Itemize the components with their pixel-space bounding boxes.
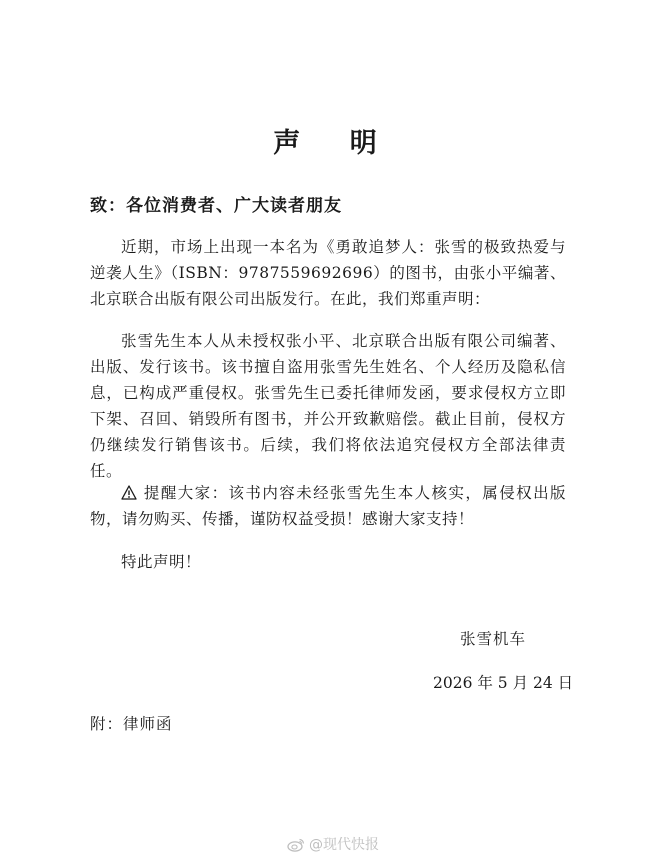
signature-date: 2026 年 5 月 24 日 xyxy=(433,674,574,692)
watermark-text: @现代快报 xyxy=(309,837,379,853)
document-title: 声 明 xyxy=(273,128,397,159)
closing-statement: 特此声明！ xyxy=(121,553,202,571)
reminder-text: 提醒大家：该书内容未经张雪先生本人核实，属侵权出版物，请勿购买、传播，谨防权益受损！感谢大家支持！ xyxy=(90,484,566,528)
attachment-note: 附：律师函 xyxy=(90,715,173,733)
warning-triangle-icon xyxy=(121,485,137,500)
watermark xyxy=(287,834,379,854)
weibo-icon xyxy=(287,837,305,852)
reminder-paragraph xyxy=(90,480,566,532)
paragraph-intro: 近期，市场上出现一本名为《勇敢追梦人：张雪的极致热爱与逆袭人生》（ISBN：9787559692696）的图书，由张小平编著、北京联合出版有限公司出版发行。在此，我们郑重声明： xyxy=(90,238,566,308)
salutation: 致：各位消费者、广大读者朋友 xyxy=(90,196,342,216)
signature: 张雪机车 xyxy=(460,630,527,648)
paragraph-statement: 张雪先生本人从未授权张小平、北京联合出版有限公司编著、出版、发行该书。该书擅自盗用张雪先生姓名、个人经历及隐私信息，已构成严重侵权。张雪先生已委托律师发函，要求侵权方立即下架、召回、销毁所有图书，并公开致歉赔偿。截止目前，侵权方仍继续发行销售该书。后续，我们将依法追究侵权方全部法律责任。 xyxy=(90,332,566,480)
